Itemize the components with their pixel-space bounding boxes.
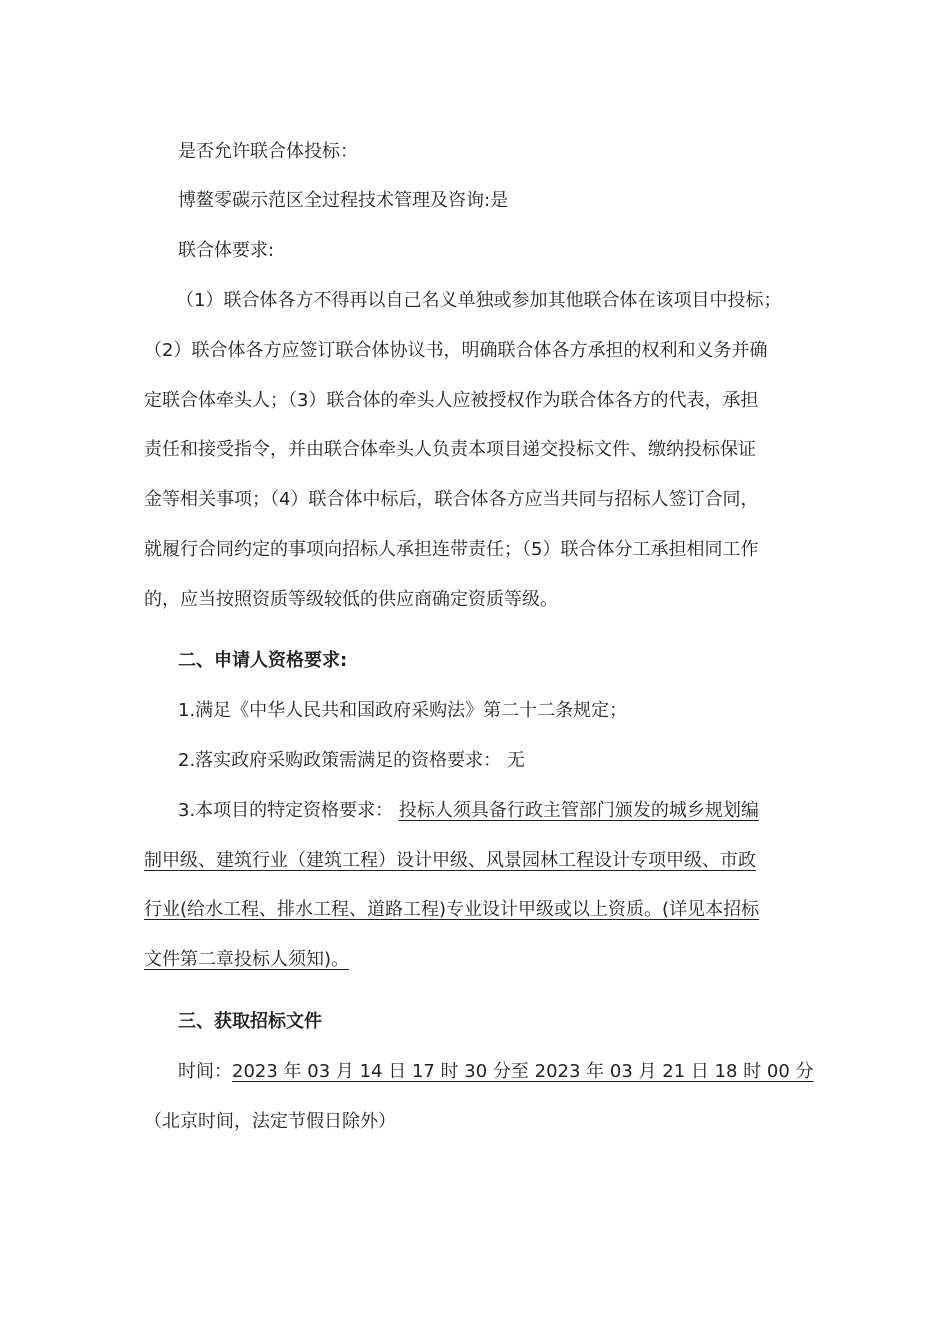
requirement-3-label: 3.本项目的特定资格要求： [178,800,399,821]
requirement-3-detail: 行业(给水工程、排水工程、道路工程)专业设计甲级或以上资质。(详见本招标 [144,899,760,920]
consortium-req-line: 责任和接受指令，并由联合体牵头人负责本项目递交投标文件、缴纳投标保证 [144,439,756,460]
time-label: 时间： [178,1061,232,1082]
time-value: 2023 年 03 月 14 日 17 时 30 分至 2023 年 03 月 21 日 18 时 00 分 [232,1061,814,1082]
consortium-req-line: 定联合体牵头人；（3）联合体的牵头人应被授权作为联合体各方的代表，承担 [144,390,759,411]
requirement-3-detail: 制甲级、建筑行业（建筑工程）设计甲级、风景园林工程设计专项甲级、市政 [144,850,756,871]
consortium-question: 是否允许联合体投标： [178,141,358,162]
section-3-heading: 三、获取招标文件 [178,1011,322,1032]
consortium-req-line: （1）联合体各方不得再以自己名义单独或参加其他联合体在该项目中投标； [176,290,782,311]
consortium-req-line: 的，应当按照资质等级较低的供应商确定资质等级。 [144,589,558,610]
requirement-2: 2.落实政府采购政策需满足的资格要求： 无 [178,750,525,771]
consortium-req-line: 金等相关事项；（4）联合体中标后，联合体各方应当共同与招标人签订合同， [144,489,759,510]
time-note: （北京时间，法定节假日除外） [144,1111,396,1132]
consortium-req-line: 就履行合同约定的事项向招标人承担连带责任；（5）联合体分工承担相同工作 [144,539,759,560]
requirement-3-detail: 投标人须具备行政主管部门颁发的城乡规划编 [398,800,759,821]
consortium-req-line: （2）联合体各方应签订联合体协议书，明确联合体各方承担的权利和义务并确 [144,340,768,361]
requirement-3 [178,799,858,823]
requirement-3-detail: 文件第二章投标人须知)。 [144,949,350,970]
section-2-heading: 二、申请人资格要求: [178,650,348,671]
consortium-requirements-label: 联合体要求: [178,240,275,261]
acquisition-time [178,1060,858,1084]
consortium-answer: 博鳌零碳示范区全过程技术管理及咨询:是 [178,190,509,211]
requirement-1: 1.满足《中华人民共和国政府采购法》第二十二条规定； [178,700,628,721]
